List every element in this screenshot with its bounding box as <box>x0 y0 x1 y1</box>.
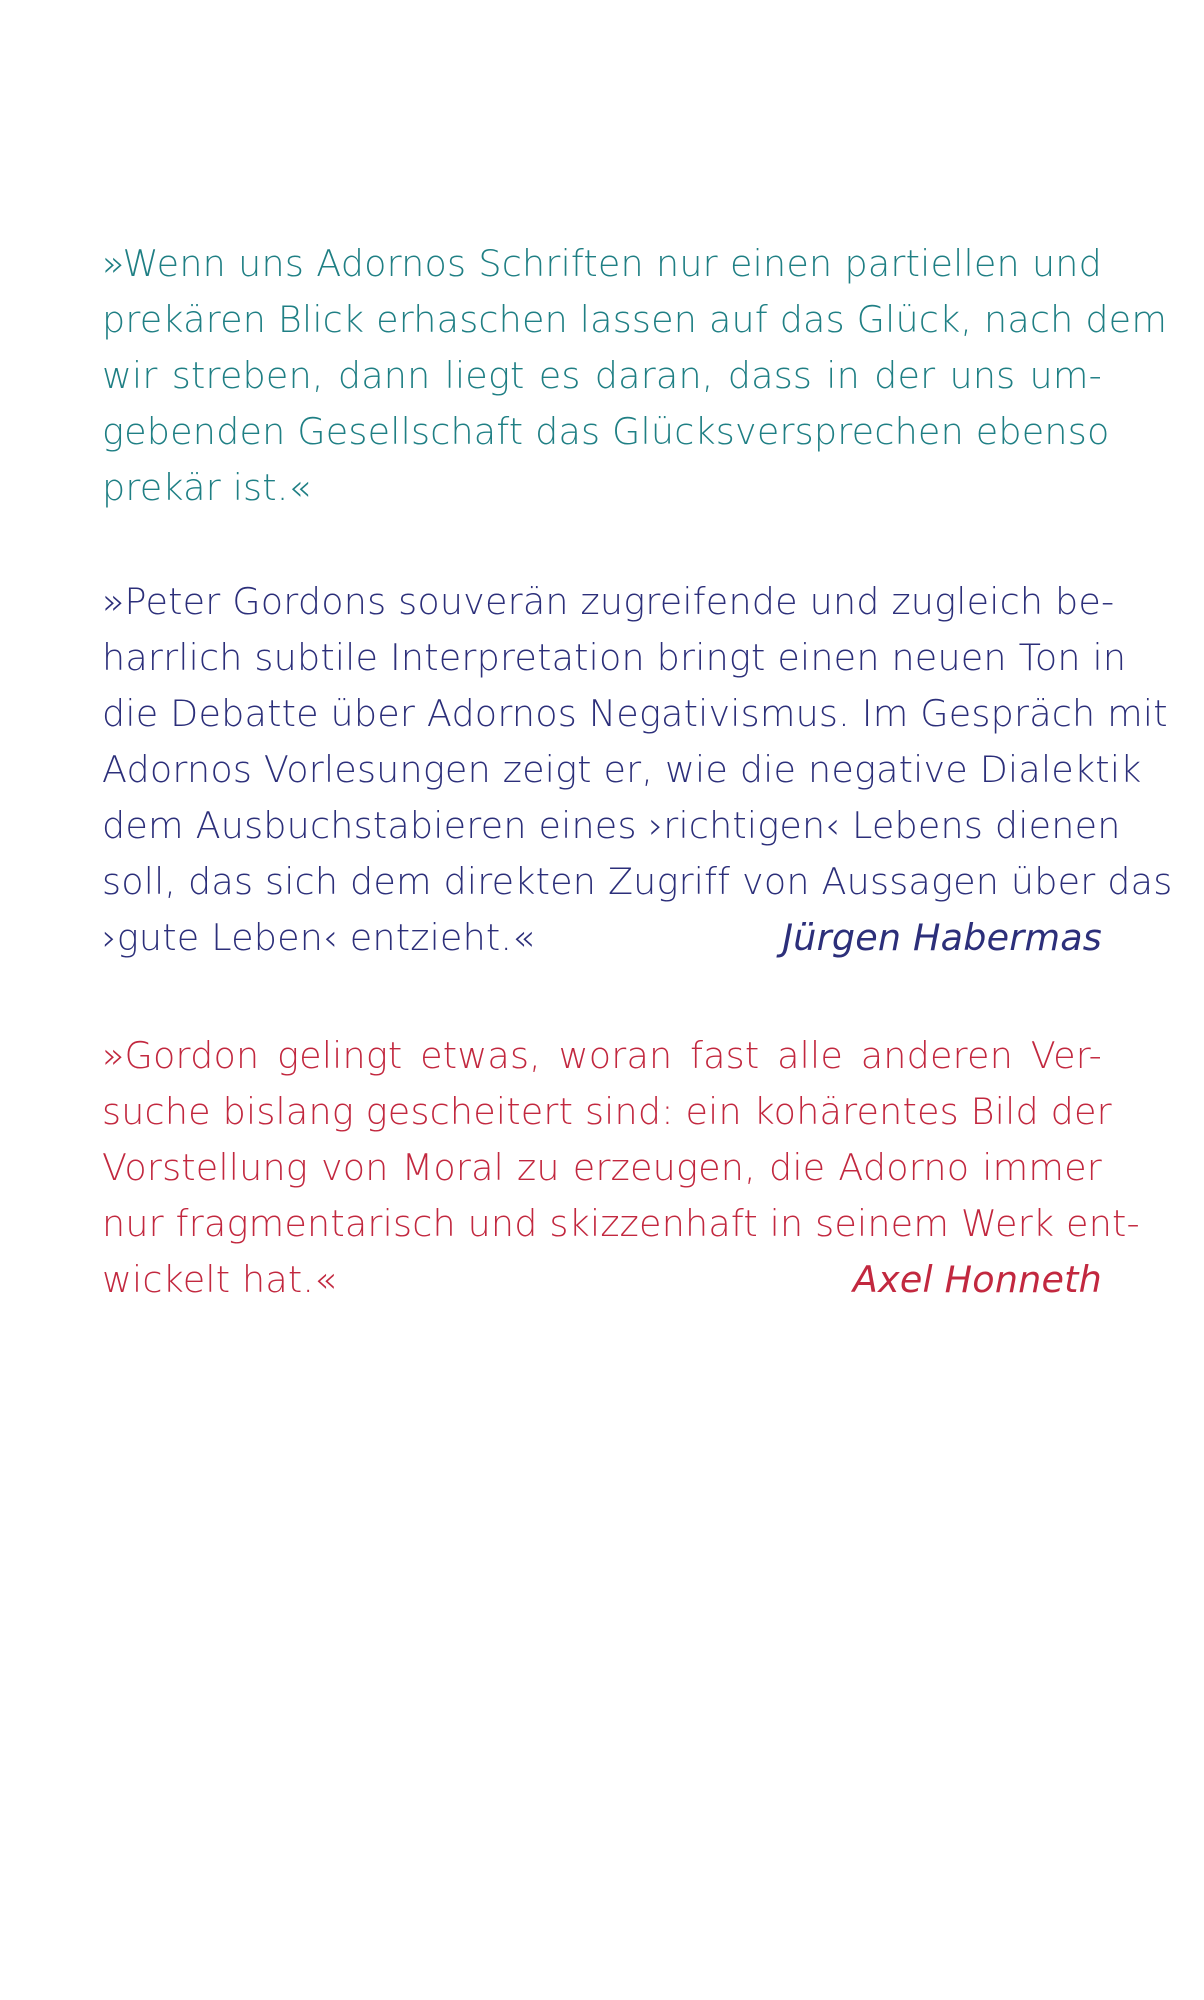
quote-2-line-3: die Debatte über Adornos Negativismus. Im Gespräch mit <box>102 692 1168 735</box>
quote-1-line-1: »Wenn uns Adornos Schriften nur einen partiellen und <box>102 242 1102 285</box>
quote-2-line-1: »Peter Gordons souverän zugreifende und zugleich be- <box>102 580 1115 623</box>
quote-2-line-6: soll, das sich dem direkten Zugriff von Aussagen über das <box>102 860 1173 903</box>
quote-3-line-4: nur fragmentarisch und skizzenhaft in seinem Werk ent- <box>102 1202 1140 1245</box>
quote-1 <box>102 236 1168 516</box>
quote-1-line-2: prekären Blick erhaschen lassen auf das Glück, nach dem <box>102 298 1168 341</box>
quote-2-line-5: dem Ausbuchstabieren eines ›richtigen‹ Lebens dienen <box>102 804 1121 847</box>
quote-3-line-1: »Gordon gelingt etwas, woran fast alle anderen Ver- <box>102 1034 1102 1077</box>
quote-1-line-5: prekär ist.« <box>102 466 312 509</box>
quote-3-line-2: suche bislang gescheitert sind: ein kohärentes Bild der <box>102 1090 1112 1133</box>
quote-2 <box>102 574 1173 966</box>
quote-3-author: Axel Honneth <box>852 1258 1102 1301</box>
quote-2-author: Jürgen Habermas <box>782 916 1102 959</box>
quote-1-line-4: gebenden Gesellschaft das Glücksversprechen ebenso <box>102 410 1110 453</box>
quote-3-line-3: Vorstellung von Moral zu erzeugen, die Adorno immer <box>102 1146 1102 1189</box>
quote-3 <box>102 1028 1140 1308</box>
quote-2-last-text: ›gute Leben‹ entzieht.« <box>102 916 535 959</box>
quote-1-line-3: wir streben, dann liegt es daran, dass in der uns um- <box>102 354 1102 397</box>
quote-2-line-7 <box>102 910 1102 966</box>
quote-2-line-4: Adornos Vorlesungen zeigt er, wie die negative Dialektik <box>102 748 1142 791</box>
quote-2-line-2: harrlich subtile Interpretation bringt einen neuen Ton in <box>102 636 1127 679</box>
quote-3-last-text: wickelt hat.« <box>102 1258 337 1301</box>
quote-3-line-5 <box>102 1252 1102 1308</box>
